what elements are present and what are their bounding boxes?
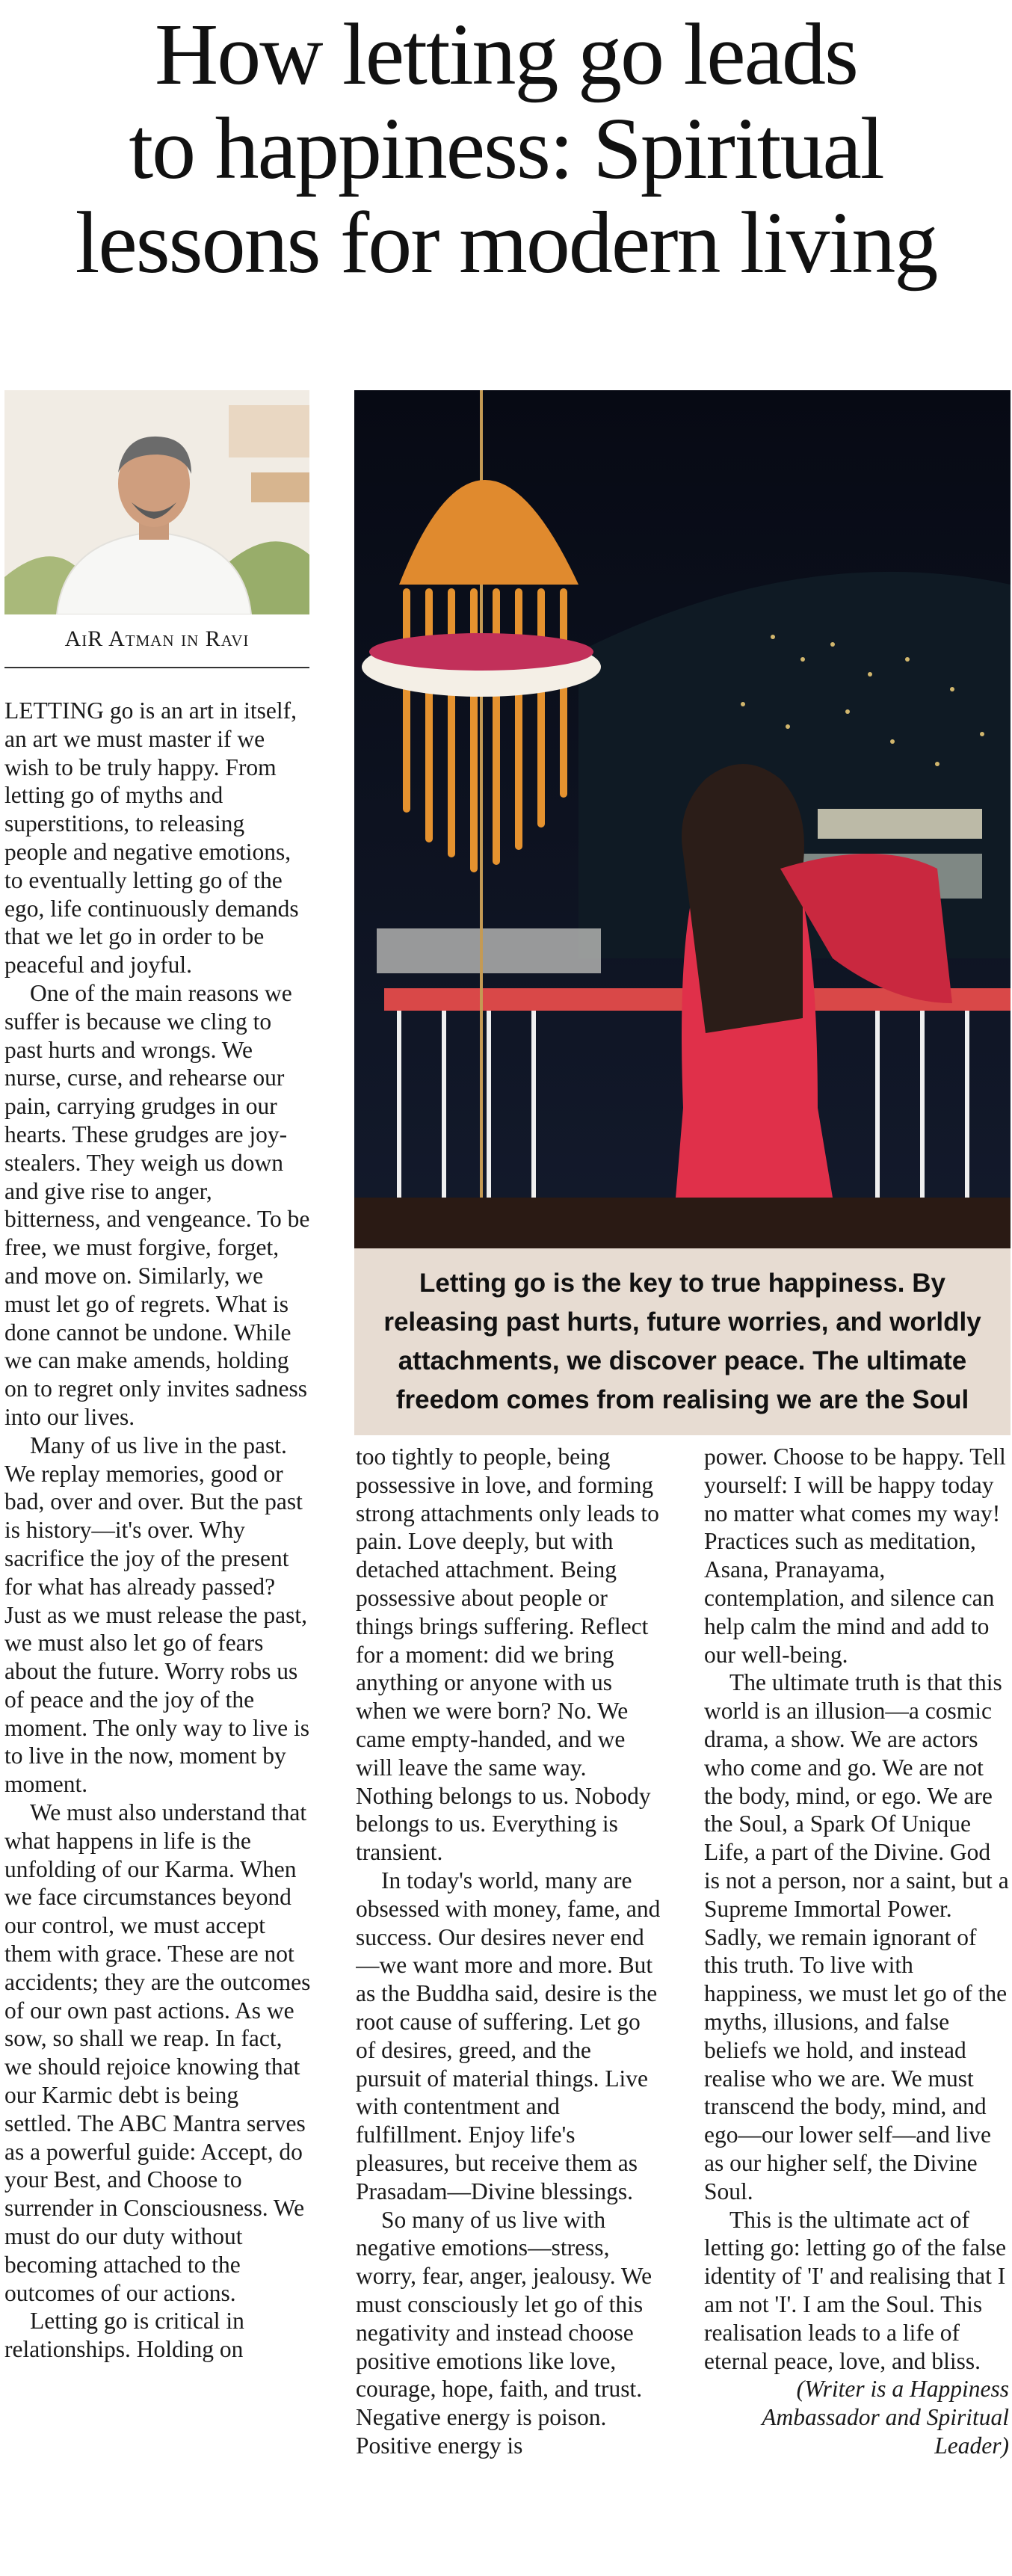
paragraph: Letting go is critical in relationships. Holding on	[4, 2308, 244, 2363]
paragraph: The ultimate truth is that this world is an illusion—a cosmic drama, a show. We are actors who come and go. We are not the body, mind, or ego. We are the Soul, a Spark Of Unique Life, a part of the Divine. God is not a person, nor a saint, but a Supreme Immortal Power. Sadly, we remain ignorant of this truth. To live with happiness, we must let go of the myths, illusions, and false beliefs we hold, and instead realise who we are. We must transcend the body, mind, and ego—our lower self—and live as our higher self, the Divine Soul.	[704, 1669, 1009, 2204]
byline-author: AiR Atman in Ravi	[64, 626, 250, 651]
byline-divider	[4, 667, 309, 668]
paragraph: Many of us live in the past. We replay memories, good or bad, over and over. But the past is history—it's over. Why sacrifice the joy of the present for what has already passed? Just as we must release the past, we must also let go of fears about the future. Worry robs us of peace and the joy of the moment. The only way to live is to live in the now, moment by moment.	[4, 1432, 309, 1798]
headline-line-2: to happiness: Spiritual	[129, 99, 883, 197]
headline	[0, 7, 1012, 290]
writer-note: (Writer is a Happiness Ambassador and Spiritual Leader)	[762, 2376, 1009, 2459]
paragraph: One of the main reasons we suffer is because we cling to past hurts and wrongs. We nurse, curse, and rehearse our pain, carrying grudges in our hearts. These grudges are joy-stealers. They weigh us down and give rise to anger, bitterness, and vengeance. To be free, we must forgive, forget, and move on. Similarly, we must let go of regrets. What is done cannot be undone. While we can make amends, holding on to regret only invites sadness into our lives.	[4, 979, 310, 1430]
caption-text: Letting go is the key to true happiness. By releasing past hurts, future worries, and worldly attachments, we discover peace. The ultimate freedom comes from realising we are the Soul	[383, 1269, 981, 1414]
article-column-2	[356, 1443, 662, 2573]
author-photo	[4, 390, 309, 614]
author-portrait-image	[4, 390, 309, 614]
paragraph: LETTING go is an art in itself, an art we must master if we wish to be truly happy. From letting go of myths and superstitions, to releasing people and negative emotions, to eventually letting go of the ego, life continuously demands that we let go in order to be peaceful and joyful.	[4, 697, 299, 979]
paragraph: This is the ultimate act of letting go: letting go of the false identity of 'I' and realising that I am not 'I'. I am the Soul. This realisation leads to a life of eternal peace, love, and bliss.	[704, 2206, 1007, 2374]
byline	[4, 626, 309, 652]
paragraph: So many of us live with negative emotions—stress, worry, fear, anger, jealousy. We must consciously let go of this negativity and instead choose positive emotions like love, courage, hope, faith, and trust. Negative energy is poison. Positive energy is	[356, 2206, 652, 2459]
photo-caption	[354, 1248, 1011, 1435]
main-photo	[354, 390, 1011, 1248]
headline-line-3: lessons for modern living	[75, 194, 937, 292]
paragraph: too tightly to people, being possessive in love, and forming strong attachments only leads to pain. Love deeply, but with detached attachment. Being possessive about people or things brings suffering. Reflect for a moment: did we bring anything or anyone with us when we were born? No. We came empty-handed, and we will leave the same way. Nothing belongs to us. Nobody belongs to us. Everything is transient.	[356, 1443, 659, 1866]
article-column-1	[4, 697, 311, 2573]
paragraph: In today's world, many are obsessed with money, fame, and success. Our desires never end—we want more and more. But as the Buddha said, desire is the root cause of suffering. Let go of desires, greed, and the pursuit of material things. Live with contentment and fulfillment. Enjoy life's pleasures, but receive them as Prasadam—Divine blessings.	[356, 1867, 661, 2204]
paragraph: power. Choose to be happy. Tell yourself: I will be happy today no matter what comes my way! Practices such as meditation, Asana, Pranayama, contemplation, and silence can help calm the mind and add to our well-being.	[704, 1443, 1006, 1668]
headline-line-1: How letting go leads	[155, 5, 857, 103]
article-column-3	[704, 1443, 1009, 2573]
paragraph: We must also understand that what happens in life is the unfolding of our Karma. When we face circumstances beyond our control, we must accept them with grace. These are not accidents; they are the outcomes of our own past actions. As we sow, so shall we reap. In fact, we should rejoice knowing that our Karmic debt is being settled. The ABC Mantra serves as a powerful guide: Accept, do your Best, and Choose to surrender in Consciousness. We must do our duty without becoming attached to the outcomes of our actions.	[4, 1799, 311, 2306]
woman-at-balcony-image	[354, 390, 1011, 1248]
